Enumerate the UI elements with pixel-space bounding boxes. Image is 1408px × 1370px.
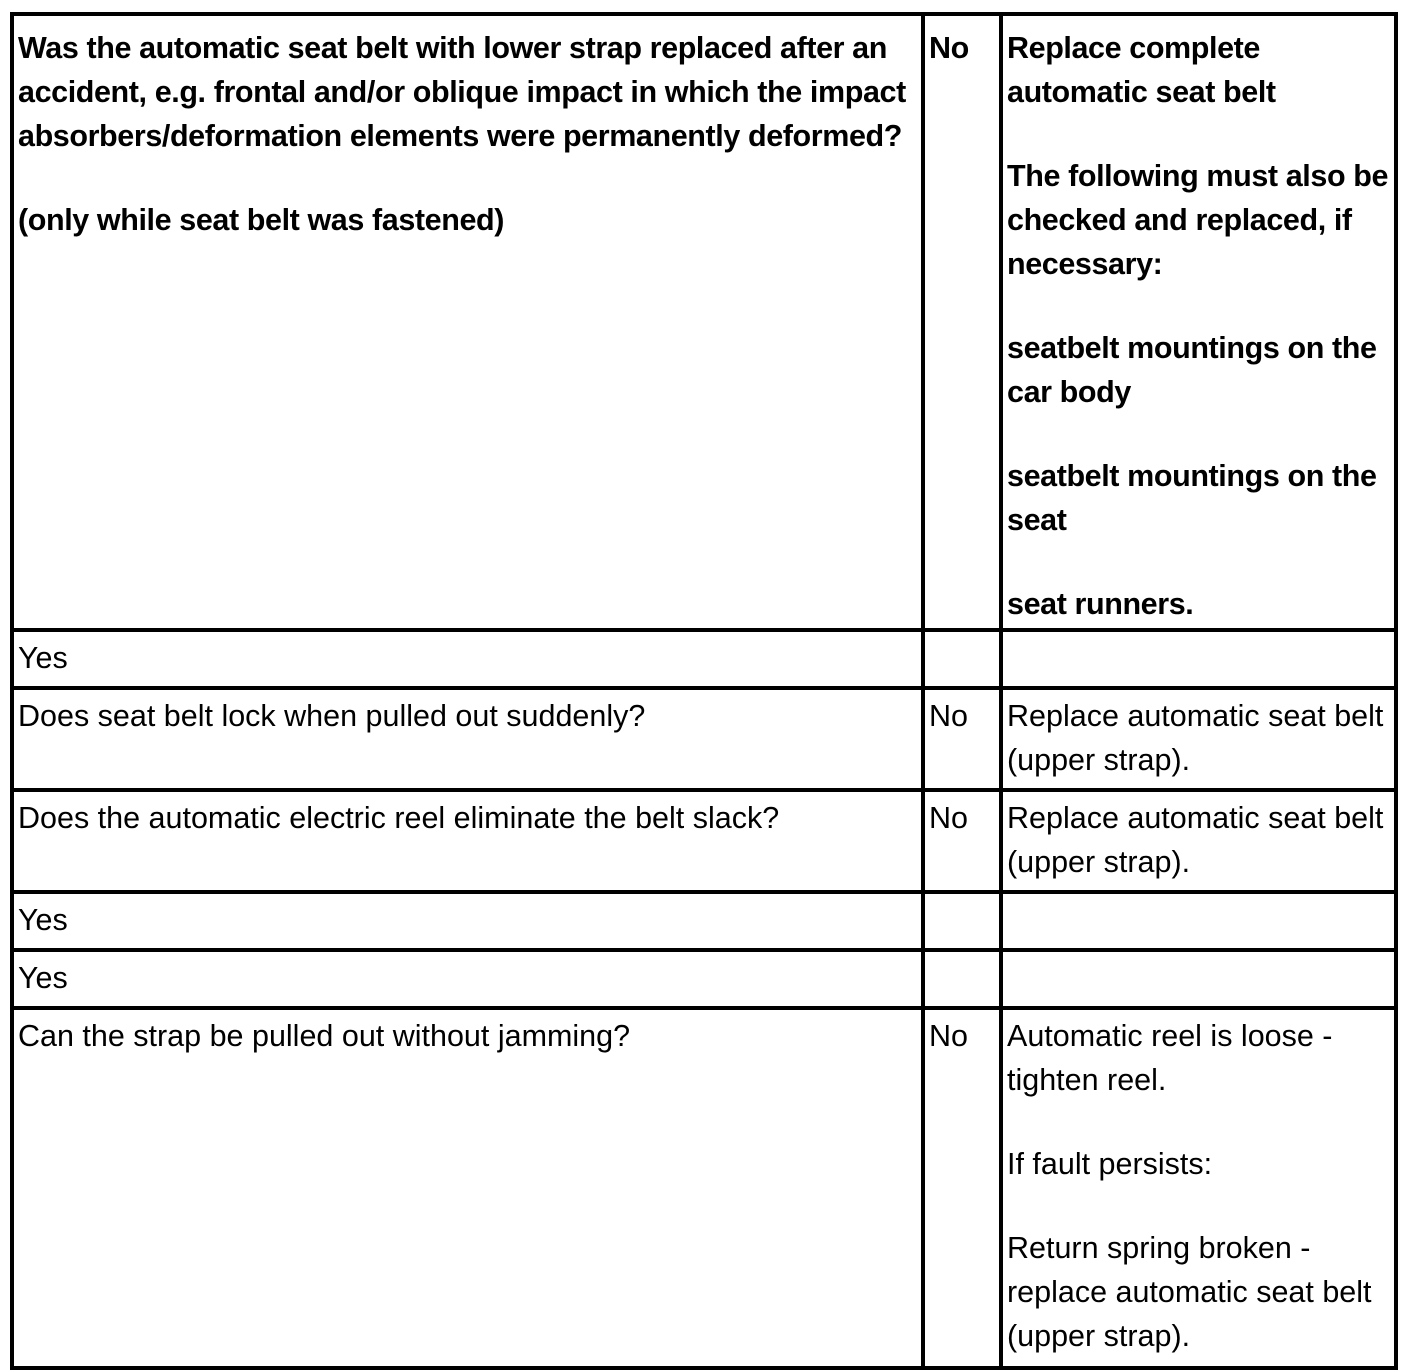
answer-cell: No <box>923 688 1001 790</box>
action-text: seatbelt mountings on the car body <box>1007 331 1377 409</box>
action-cell <box>1001 950 1396 1008</box>
action-cell <box>1001 1008 1396 1368</box>
answer-cell: No <box>923 790 1001 892</box>
action-cell: Replace automatic seat belt (upper strap). <box>1001 790 1396 892</box>
diagnostic-table <box>10 12 1398 1370</box>
question-cell <box>12 14 923 630</box>
table-row <box>12 14 1396 630</box>
table-row <box>12 892 1396 950</box>
answer-cell <box>923 950 1001 1008</box>
action-text: seat runners. <box>1007 587 1194 621</box>
action-text: Replace complete automatic seat belt <box>1007 31 1276 109</box>
answer-cell: No <box>923 14 1001 630</box>
question-text: Was the automatic seat belt with lower strap replaced after an accident, e.g. frontal and/or oblique impact in which the impact absorbers/deformation elements were permanently deformed? <box>18 31 906 153</box>
action-text: seatbelt mountings on the seat <box>1007 459 1377 537</box>
answer-cell: No <box>923 1008 1001 1368</box>
question-cell: Yes <box>12 630 923 688</box>
table-row <box>12 1008 1396 1368</box>
question-note: (only while seat belt was fastened) <box>18 203 504 237</box>
answer-cell <box>923 892 1001 950</box>
action-text: Return spring broken - replace automatic seat belt (upper strap). <box>1007 1231 1372 1353</box>
question-cell: Yes <box>12 950 923 1008</box>
action-cell <box>1001 630 1396 688</box>
answer-cell <box>923 630 1001 688</box>
table-row <box>12 950 1396 1008</box>
action-text: If fault persists: <box>1007 1147 1213 1181</box>
action-cell <box>1001 14 1396 630</box>
action-cell: Replace automatic seat belt (upper strap). <box>1001 688 1396 790</box>
table-row <box>12 630 1396 688</box>
diagnostic-sheet <box>10 12 1394 1353</box>
question-cell: Yes <box>12 892 923 950</box>
question-cell: Does seat belt lock when pulled out suddenly? <box>12 688 923 790</box>
action-text: Automatic reel is loose - tighten reel. <box>1007 1019 1333 1097</box>
action-text: The following must also be checked and replaced, if necessary: <box>1007 159 1389 281</box>
action-cell <box>1001 892 1396 950</box>
question-cell: Can the strap be pulled out without jamming? <box>12 1008 923 1368</box>
table-row <box>12 688 1396 790</box>
question-cell: Does the automatic electric reel eliminate the belt slack? <box>12 790 923 892</box>
table-row <box>12 790 1396 892</box>
